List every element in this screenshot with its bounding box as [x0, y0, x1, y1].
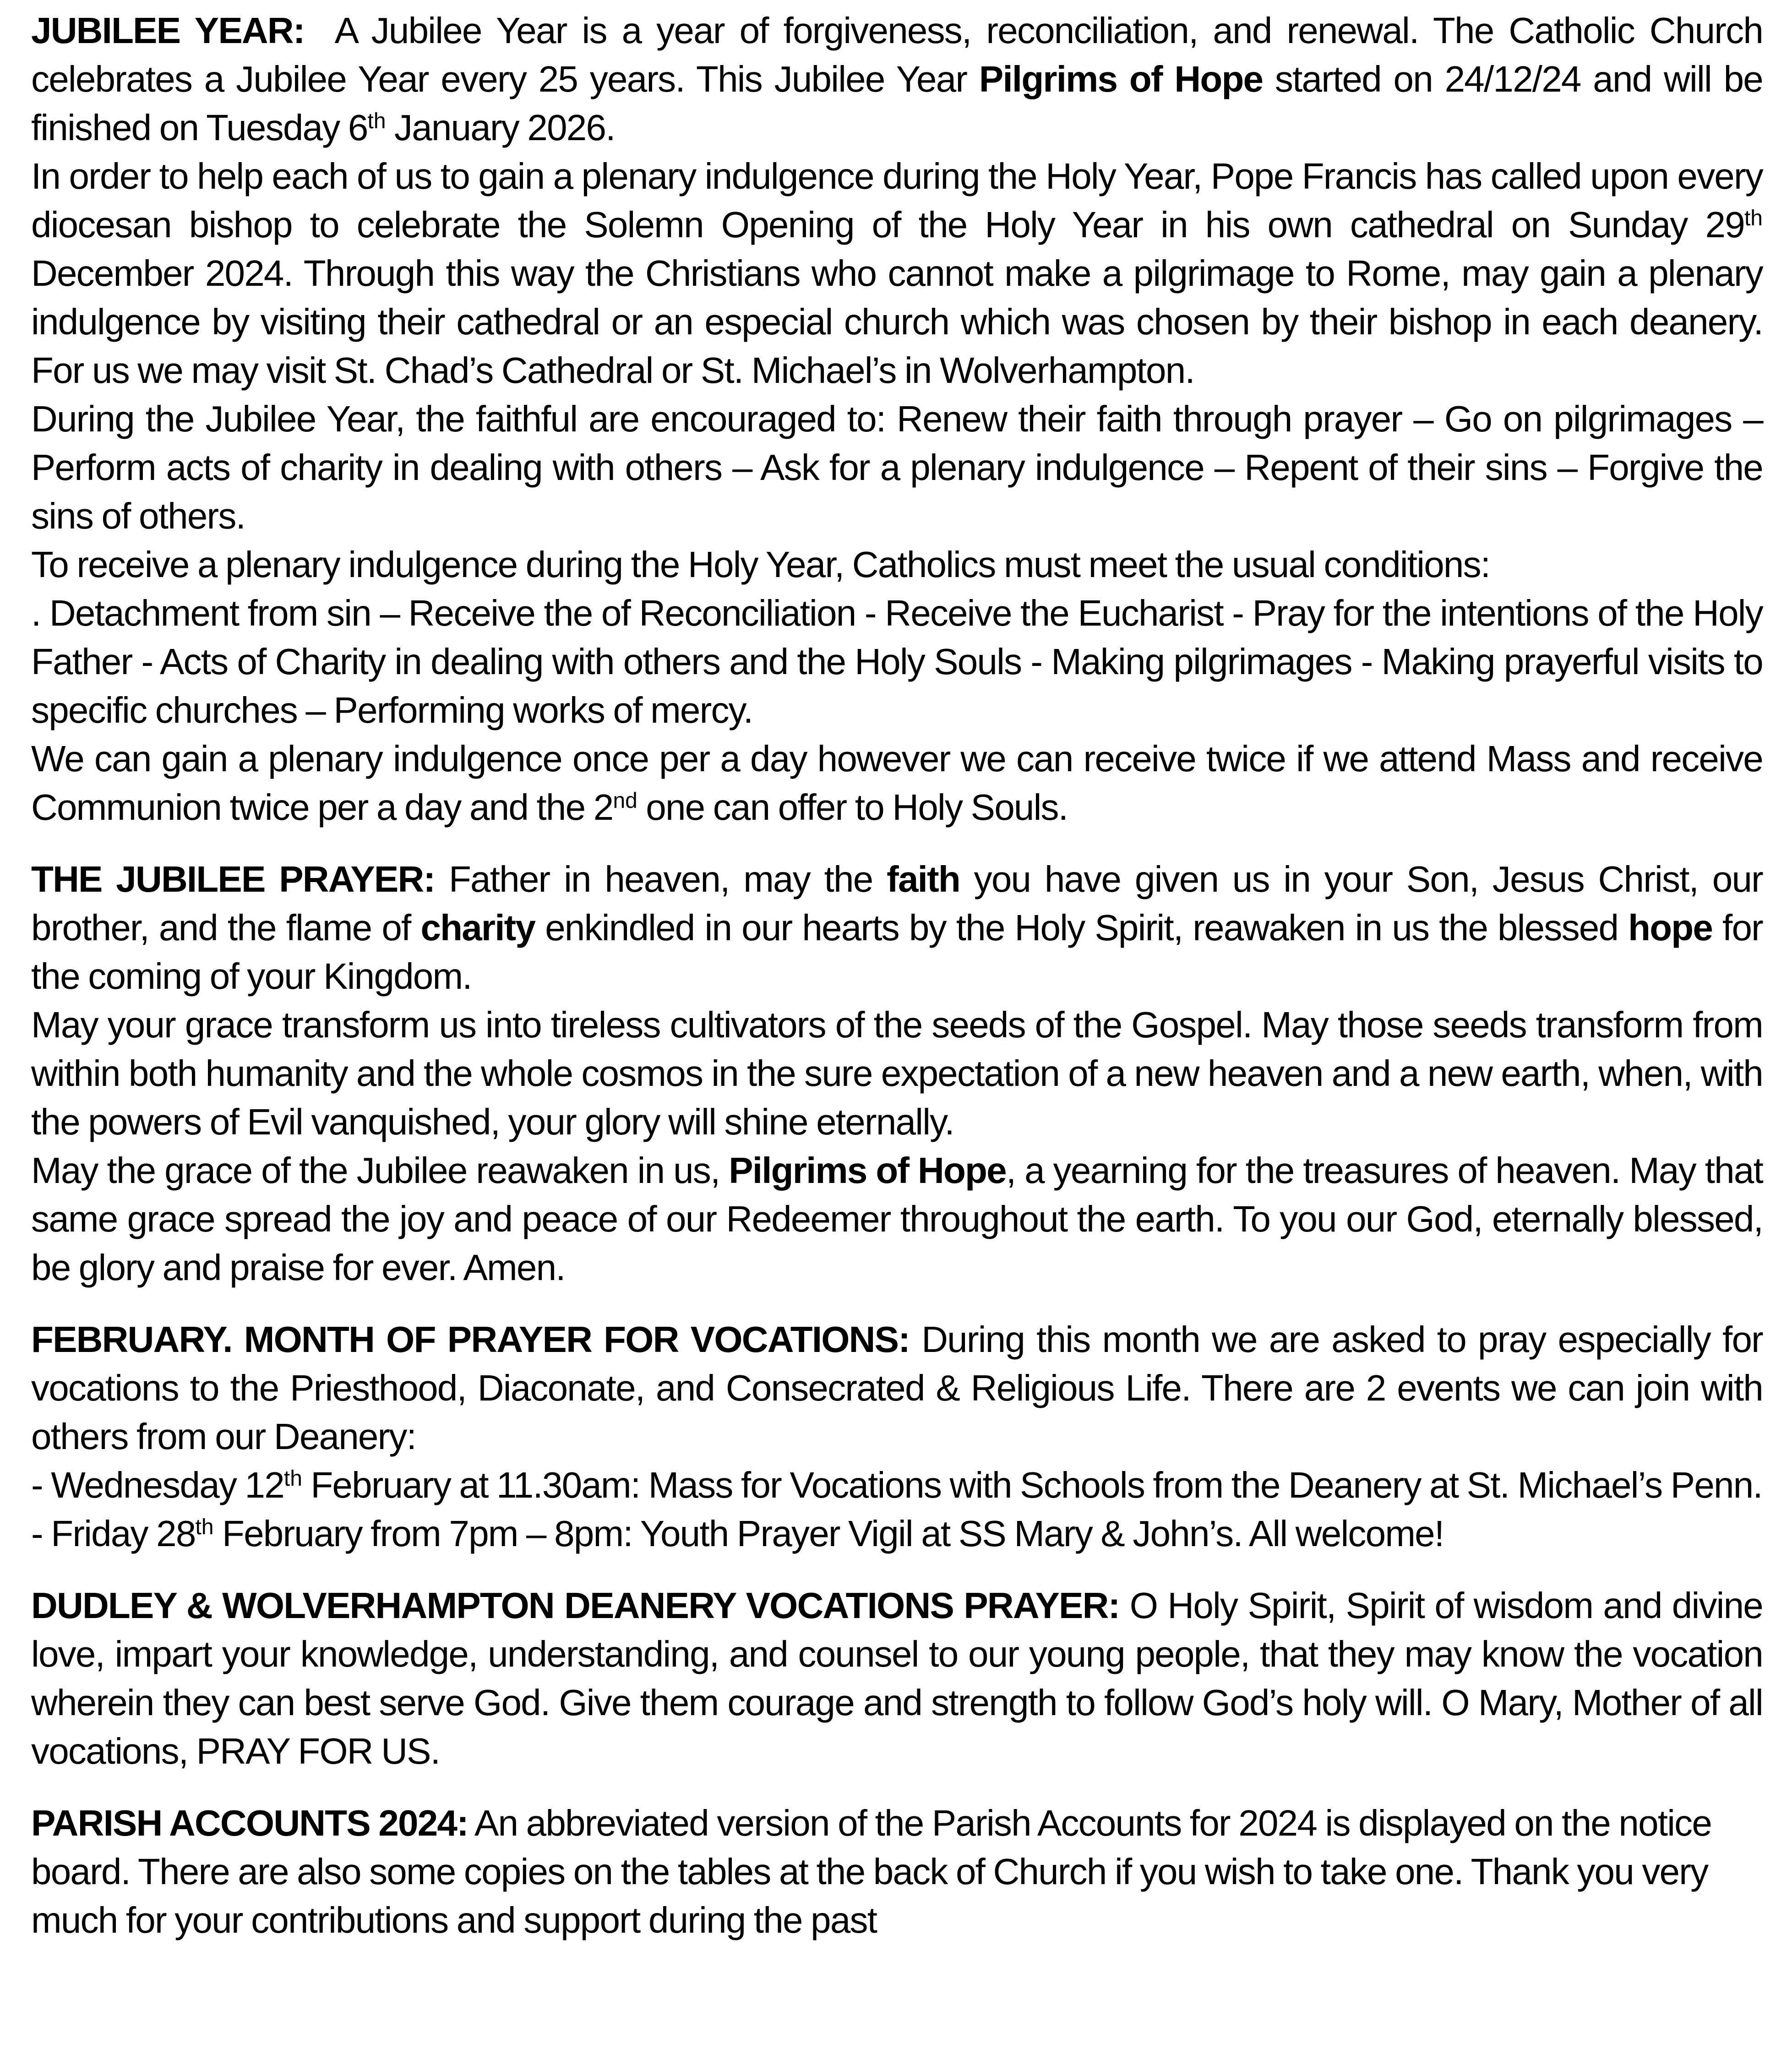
faithful-encouraged-paragraph: During the Jubilee Year, the faithful are encouraged to: Renew their faith through prayer – Go on pilgrimages – Perform acts of charity in dealing with others – Ask for a plenary indulgence – Repent of their sins – Forgive the sins of others. — [31, 398, 1763, 536]
jubilee-prayer-paragraph-2: May your grace transform us into tireless cultivators of the seeds of the Gospel. May those seeds transform from within both humanity and the whole cosmos in the sure expectation of a new heaven and a new earth, when, with the powers of Evil vanquished, your glory will shine eternally. — [31, 1004, 1763, 1142]
deanery-prayer-heading: DUDLEY & WOLVERHAMPTON DEANERY VOCATIONS PRAYER: — [31, 1585, 1120, 1626]
deanery-prayer-section — [31, 1581, 1763, 1776]
vocations-month-heading: FEBRUARY. MONTH OF PRAYER FOR VOCATIONS: — [31, 1319, 910, 1360]
jubilee-prayer-paragraph-1: THE JUBILEE PRAYER: Father in heaven, may the faith you have given us in your Son, Jesus Christ, our brother, and the flame of charity enkindled in our hearts by the Holy Spirit, reawaken in us the blessed hope for the coming of your Kingdom. — [31, 859, 1763, 997]
plenary-indulgence-paragraph: In order to help each of us to gain a plenary indulgence during the Holy Year, Pope Francis has called upon every diocesan bishop to celebrate the Solemn Opening of the Holy Year in his own cathedral on Sunday 29th December 2024. Through this way the Christians who cannot make a pilgrimage to Rome, may gain a plenary indulgence by visiting their cathedral or an especial church which was chosen by their bishop in each deanery. For us we may visit St. Chad’s Cathedral or St. Michael’s in Wolverhampton. — [31, 156, 1763, 391]
pilgrims-of-hope-bold: Pilgrims of Hope — [979, 59, 1263, 99]
vocations-month-section — [31, 1315, 1763, 1558]
event-wednesday-mass: - Wednesday 12th February at 11.30am: Mass for Vocations with Schools from the Deanery at St. Michael’s Penn. — [31, 1465, 1762, 1505]
conditions-list-paragraph: . Detachment from sin – Receive the of Reconciliation - Receive the Eucharist - Pray for the intentions of the Holy Father - Acts of Charity in dealing with others and the Holy Souls - Making pilgrimages - Making prayerful visits to specific churches – Performing works of mercy. — [31, 593, 1763, 730]
jubilee-year-section — [31, 6, 1763, 832]
event-friday-vigil: - Friday 28th February from 7pm – 8pm: Youth Prayer Vigil at SS Mary & John’s. All welcome! — [31, 1513, 1444, 1554]
jubilee-prayer-section — [31, 855, 1763, 1292]
conditions-intro-paragraph: To receive a plenary indulgence during the Holy Year, Catholics must meet the usual conditions: — [31, 544, 1490, 585]
jubilee-prayer-heading: THE JUBILEE PRAYER: — [31, 859, 435, 899]
jubilee-year-heading: JUBILEE YEAR: — [31, 10, 305, 51]
vocations-intro-paragraph: FEBRUARY. MONTH OF PRAYER FOR VOCATIONS: During this month we are asked to pray especially for vocations to the Priesthood, Diaconate, and Consecrated & Religious Life. There are 2 events we can join with others from our Deanery: — [31, 1319, 1763, 1457]
jubilee-prayer-paragraph-3: May the grace of the Jubilee reawaken in us, Pilgrims of Hope, a yearning for the treasures of heaven. May that same grace spread the joy and peace of our Redeemer throughout the earth. To you our God, eternally blessed, be glory and praise for ever. Amen. — [31, 1150, 1763, 1288]
deanery-prayer-paragraph: DUDLEY & WOLVERHAMPTON DEANERY VOCATIONS PRAYER: O Holy Spirit, Spirit of wisdom and divine love, impart your knowledge, understanding, and counsel to our young people, that they may know the vocation wherein they can best serve God. Give them courage and strength to follow God’s holy will. O Mary, Mother of all vocations, PRAY FOR US. — [31, 1585, 1763, 1771]
parish-accounts-section — [31, 1799, 1763, 1945]
parish-accounts-paragraph: PARISH ACCOUNTS 2024: An abbreviated version of the Parish Accounts for 2024 is displayed on the notice board. There are also some copies on the tables at the back of Church if you wish to take one. Thank you very much for your contributions and support during the past — [31, 1803, 1712, 1940]
jubilee-intro-paragraph: JUBILEE YEAR: A Jubilee Year is a year of forgiveness, reconciliation, and renewal. The Catholic Church celebrates a Jubilee Year every 25 years. This Jubilee Year Pilgrims of Hope started on 24/12/24 and will be finished on Tuesday 6th January 2026. — [31, 10, 1763, 148]
twice-per-day-paragraph: We can gain a plenary indulgence once per a day however we can receive twice if we attend Mass and receive Communion twice per a day and the 2nd one can offer to Holy Souls. — [31, 738, 1763, 828]
parish-accounts-heading: PARISH ACCOUNTS 2024: — [31, 1803, 468, 1843]
